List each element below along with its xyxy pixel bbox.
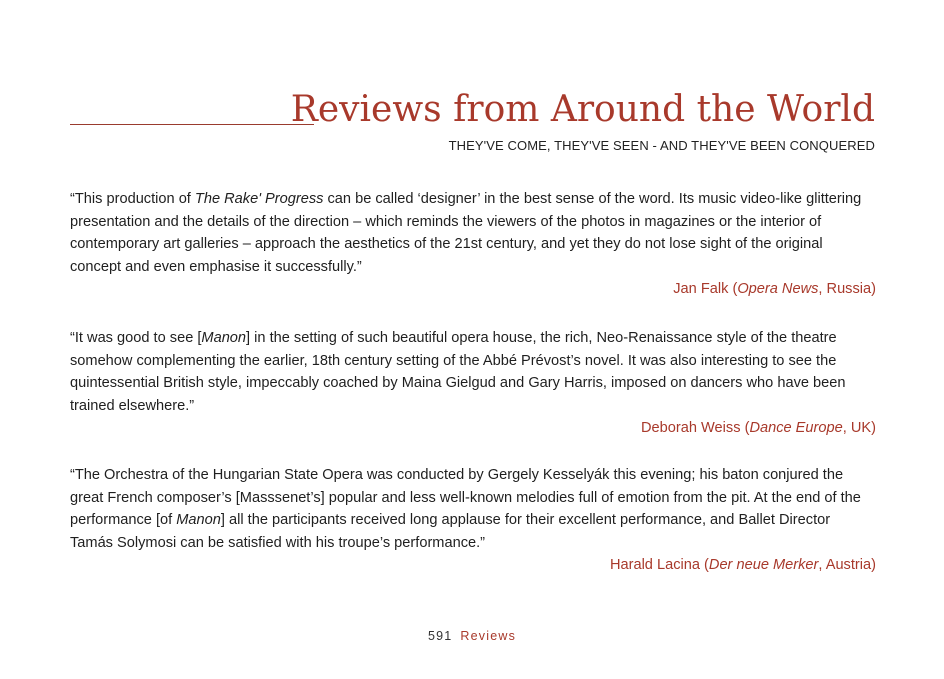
title-rule: [70, 124, 314, 125]
review-attribution: Deborah Weiss (Dance Europe, UK): [641, 420, 876, 436]
publication-name: Opera News: [737, 281, 819, 297]
page-number: 591: [427, 629, 453, 643]
work-title: Manon: [201, 330, 247, 346]
work-title: Manon: [176, 512, 221, 528]
work-title: The Rake' Progress: [194, 191, 324, 207]
publication-name: Der neue Merker: [708, 557, 819, 573]
section-name: Reviews: [460, 629, 517, 643]
page-title: Reviews from Around the World: [290, 89, 875, 130]
review-quote: “This production of The Rake' Progress can be called ‘designer’ in the best sense of the word. Its music video-like glittering presentation and the details of the direction – which reminds the viewers of the photos in magazines or the interior of contemporary art galleries – approach the aesthetics of the 21st century, and yet they do not lose sight of the original concept and even emphasise it successfully.”: [70, 191, 862, 275]
review-3: [70, 464, 876, 577]
publication-name: Dance Europe: [749, 420, 843, 436]
review-quote: “The Orchestra of the Hungarian State Opera was conducted by Gergely Kesselyák this evening; his baton conjured the great French composer’s [Masssenet’s] popular and less well-known melodies full of emotion from the pit. At the end of the performance [of Manon] all the participants received long applause for their excellent performance, and Ballet Director Tamás Solymosi can be satisfied with his troupe’s performance.”: [70, 467, 861, 551]
review-quote: “It was good to see [Manon] in the setting of such beautiful opera house, the rich, Neo-Renaissance style of the theatre somehow complementing the earlier, 18th century setting of the Abbé Prévost’s novel. It was also interesting to see the quintessential British style, impeccably coached by Maina Gielgud and Gary Harris, imposed on dancers who have been trained elsewhere.”: [70, 330, 846, 414]
page-subtitle: THEY'VE COME, THEY'VE SEEN - AND THEY'VE BEEN CONQUERED: [448, 138, 875, 153]
page-footer: [0, 627, 944, 645]
review-2: [70, 327, 876, 440]
review-attribution: Harald Lacina (Der neue Merker, Austria): [609, 557, 876, 573]
review-attribution: Jan Falk (Opera News, Russia): [673, 281, 876, 297]
review-1: [70, 188, 876, 301]
